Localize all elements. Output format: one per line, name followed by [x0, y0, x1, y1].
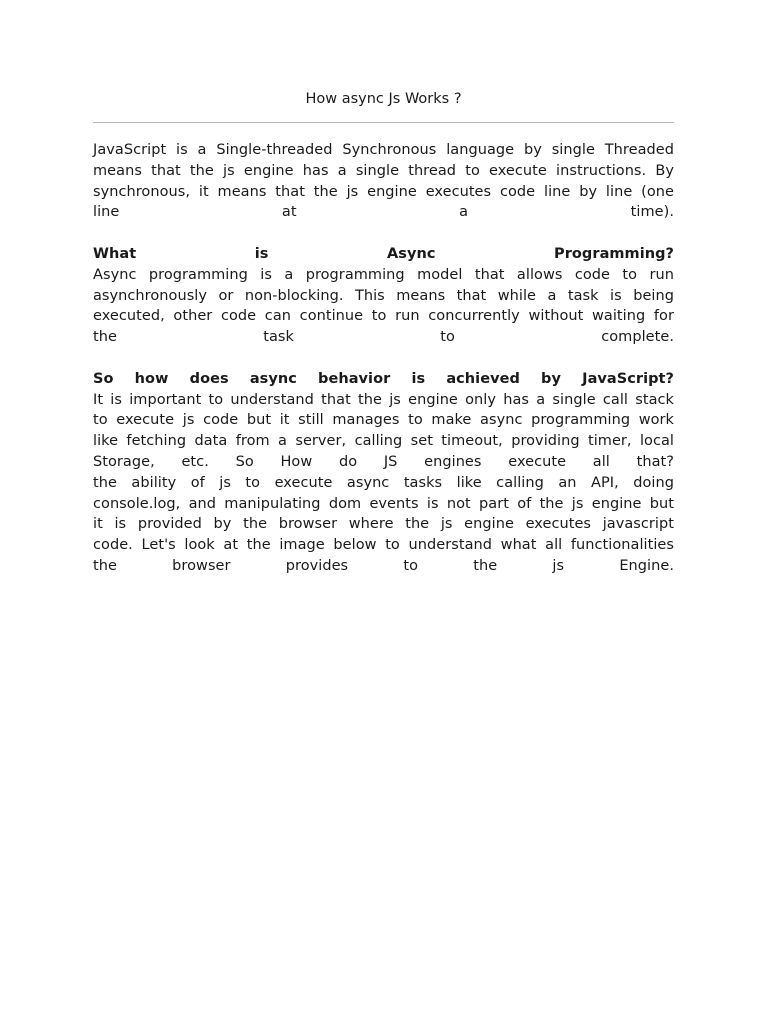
- text-line: Async programming is a programming model that allows code to run: [93, 266, 674, 283]
- text-line: It is important to understand that the js engine only has a single call stack: [93, 391, 674, 408]
- paragraph-async-programming: [93, 244, 674, 348]
- text-line: synchronous, it means that the js engine executes code line by line (one: [93, 183, 674, 200]
- text-line: code. Let's look at the image below to understand what all functionalities: [93, 537, 674, 554]
- paragraph-intro: [93, 140, 674, 223]
- text-line: JavaScript is a Single-threaded Synchronous language by single Threaded: [93, 142, 674, 158]
- text-line: line at a time).: [93, 204, 674, 221]
- text-line: like fetching data from a server, calling set timeout, providing timer, local: [93, 433, 674, 450]
- text-line: console.log, and manipulating dom events is not part of the js engine but: [93, 495, 674, 512]
- section-heading: What is Async Programming?: [93, 245, 674, 262]
- text-line: to execute js code but it still manages to make async programming work: [93, 412, 674, 429]
- text-line: executed, other code can continue to run concurrently without waiting for: [93, 308, 674, 325]
- text-line: the task to complete.: [93, 329, 674, 346]
- title-divider: [93, 122, 674, 123]
- document-body: [93, 140, 674, 577]
- document-title: How async Js Works ?: [305, 91, 462, 107]
- text-line: asynchronously or non-blocking. This means that while a task is being: [93, 287, 674, 304]
- document-page: [93, 88, 674, 598]
- section-heading: So how does async behavior is achieved by JavaScript?: [93, 370, 674, 387]
- paragraph-how-achieved: [93, 369, 674, 577]
- text-line: Storage, etc. So How do JS engines execute all that?: [93, 453, 674, 470]
- text-line: the browser provides to the js Engine.: [93, 557, 674, 574]
- text-line: it is provided by the browser where the js engine executes javascript: [93, 516, 674, 533]
- text-line: means that the js engine has a single thread to execute instructions. By: [93, 162, 674, 179]
- text-line: the ability of js to execute async tasks like calling an API, doing: [93, 474, 674, 491]
